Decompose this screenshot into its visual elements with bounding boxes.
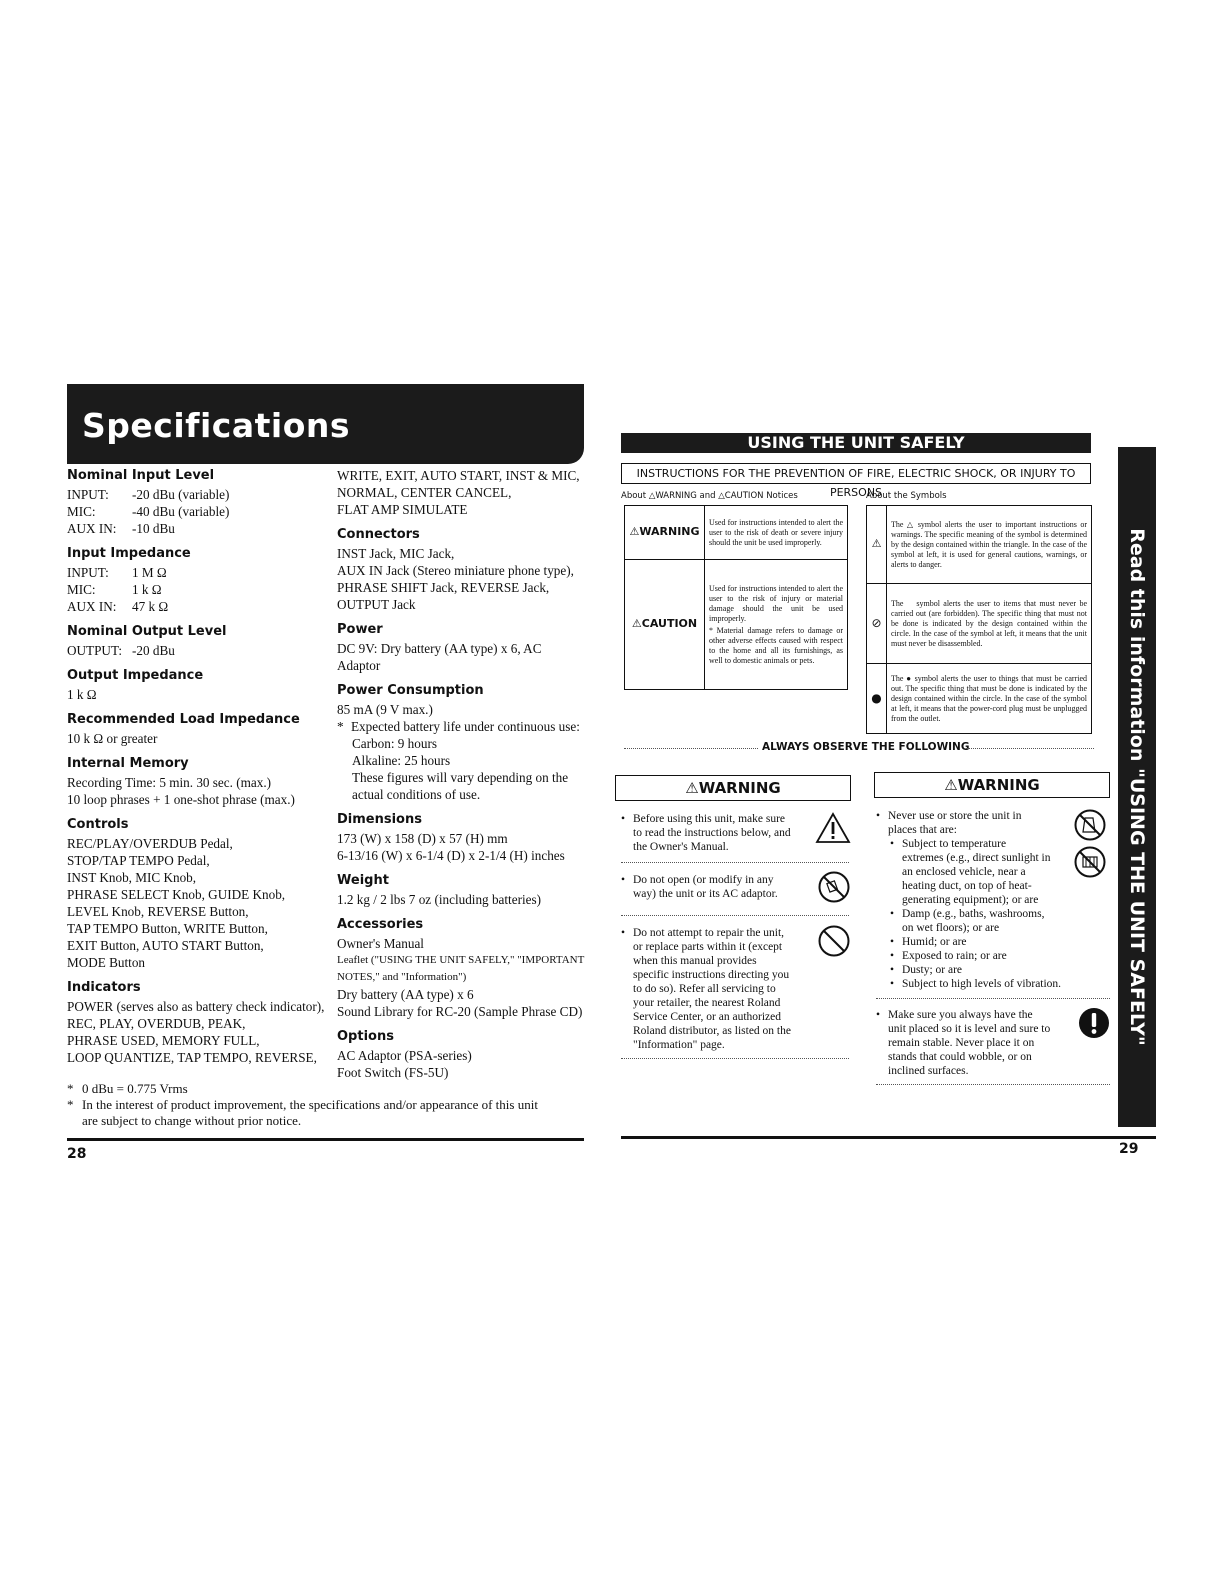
warning-line: generating equipment); or are [902,894,1039,906]
sub-item-humid: • Humid; or are [890,936,967,948]
spec-line: actual conditions of use. [352,787,481,802]
spec-line: INST Jack, MIC Jack, [337,546,455,561]
spec-line: Alkaline: 25 hours [352,753,451,768]
prohibit-symbol-description: The ⃠ symbol alerts the user to items that must never be carried out (are forbidden). The specific thing that must not be done is indicated by the design contained within the circle. In the case of the symbol at left, it means that the unit must never be disassembled. [887,584,1092,664]
left-warning-title [615,775,851,801]
divider [621,1058,849,1059]
no-water-icon [1073,808,1107,842]
footnote: 0 dBu = 0.775 Vrms [82,1081,188,1096]
warning-line: to do so). Refer all servicing to [633,983,776,995]
spec-line: TAP TEMPO Button, WRITE Button, [67,921,268,936]
warning-item-do-not-repair: • Do not attempt to repair the unit, or replace parts within it (except when this manual provides specific instructions directing you to do so). Refer all servicing to your retailer, the nearest Roland Service Center, or an authorized Roland distributor, as listed on the "Information" page. [621,926,821,1052]
heading-input-impedance: Input Impedance [67,546,191,561]
warning-line: specific instructions directing you [633,969,790,981]
warning-line: stands that could wobble, or on [888,1051,1032,1063]
unplug-icon: ● [871,690,882,705]
warning-item-storage-places: • Never use or store the unit in places that are: • Subject to temperature extremes (e.g., direct sunlight in an enclosed vehicle, near a heating duct, on top of heat- generating equipment); or are • Damp (e.g., baths, washrooms, on wet floors); or are • Humid; or are • Exposed to rain; or are • Dusty; or are • Subject to high levels of vibration. [876,809,1076,991]
right-warning-title [874,772,1110,798]
spec-key: INPUT: [67,487,109,502]
heading-weight: Weight [337,873,389,888]
warning-line: Roland distributor, as listed on the [633,1025,791,1037]
heading-power: Power [337,622,383,637]
warning-line: Do not attempt to repair the unit, [633,927,785,939]
page-number-left: 28 [67,1146,87,1162]
sub-item-temperature: • Subject to temperature extremes (e.g., direct sunlight in an enclosed vehicle, near a heating duct, on top of heat- generating equipment); or are [876,837,1076,907]
spec-line: AUX IN Jack (Stereo miniature phone type), [337,563,574,578]
divider [966,748,1094,749]
warning-line: Subject to high levels of vibration. [902,978,1062,990]
spec-value: -10 dBu [132,521,175,536]
spec-key: OUTPUT: [67,643,123,658]
spec-line: Leaflet ("USING THE UNIT SAFELY," "IMPORTANT [337,954,585,966]
footnote: In the interest of product improvement, the specifications and/or appearance of this unit [82,1097,538,1112]
spec-line: Dry battery (AA type) x 6 [337,987,474,1002]
no-heat-icon [1073,845,1107,879]
warning-line: the Owner's Manual. [633,841,729,853]
warning-line: your retailer, the nearest Roland [633,997,781,1009]
spec-value: 1 k Ω [132,582,162,597]
spec-value: -40 dBu (variable) [132,504,230,519]
heading-internal-memory: Internal Memory [67,756,189,771]
caution-triangle-icon [815,812,851,844]
warning-line: Exposed to rain; or are [902,950,1007,962]
heading-accessories: Accessories [337,917,424,932]
spec-line: EXIT Button, AUTO START Button, [67,938,264,953]
mandatory-symbol-cell [867,664,887,734]
warning-triangle-icon: ⚠ [629,525,640,538]
spec-key: MIC: [67,504,96,519]
warning-line: Dusty; or are [902,964,963,976]
warning-item-read-manual: • Before using this unit, make sure to read the instructions below, and the Owner's Manual. [621,812,811,854]
mandatory-exclamation-icon [1078,1007,1110,1039]
spec-value: -20 dBu [132,643,175,658]
heading-indicators: Indicators [67,980,141,995]
warning-title-text: WARNING [698,779,781,797]
spec-line: NOTES," and "Information") [337,971,467,983]
spec-line: LOOP QUANTIZE, TAP TEMPO, REVERSE, [67,1050,317,1065]
side-tab-text: Read this information "USING THE UNIT SAFELY" [1126,528,1148,1046]
spec-key: AUX IN: [67,521,117,536]
heading-connectors: Connectors [337,527,420,542]
triangle-symbol-description: The △ symbol alerts the user to important instructions or warnings. The specific meaning of the symbol is determined by the design contained within the triangle. In the case of the symbol at left, it is used for general cautions, warnings, or alerts to danger. [887,506,1092,584]
warning-line: "Information" page. [633,1039,725,1051]
spec-line: 173 (W) x 158 (D) x 57 (H) mm [337,831,508,846]
prohibited-icon: ⊘ [871,615,882,630]
heading-output-impedance: Output Impedance [67,668,204,683]
warning-description: Used for instructions intended to alert the user to the risk of death or severe injury should the unit be used improperly. [705,506,848,560]
spec-line: MODE Button [67,955,146,970]
spec-line: Foot Switch (FS-5U) [337,1065,449,1080]
warning-line: Subject to temperature [902,838,1007,850]
caution-label-cell [625,560,705,690]
warning-line: inclined surfaces. [888,1065,969,1077]
footnotes: * 0 dBu = 0.775 Vrms * In the interest of product improvement, the specifications and/or appearance of this unit are subject to change without prior notice. [67,1081,587,1129]
spec-line: INST Knob, MIC Knob, [67,870,197,885]
sub-item-dusty: • Dusty; or are [890,964,963,976]
battery-note: Expected battery life under continuous use: [351,719,580,734]
warning-line: extremes (e.g., direct sunlight in [902,852,1051,864]
symbols-table [866,505,1092,734]
warning-label-cell [625,506,705,560]
warning-label: WARNING [639,525,700,538]
spec-line: REC/PLAY/OVERDUB Pedal, [67,836,233,851]
do-not-disassemble-icon [817,870,851,904]
warning-title-text: WARNING [957,776,1040,794]
specs-column-1 [67,467,327,1066]
heading-recommended-load: Recommended Load Impedance [67,712,300,727]
warning-line: an enclosed vehicle, near a [902,866,1026,878]
heading-nominal-output-level: Nominal Output Level [67,624,227,639]
warning-line: heating duct, on top of heat- [902,880,1032,892]
spec-line: PHRASE SHIFT Jack, REVERSE Jack, [337,580,550,595]
prohibit-symbol-cell [867,584,887,664]
divider [621,915,849,916]
spec-value: 1 M Ω [132,565,167,580]
spec-line: DC 9V: Dry battery (AA type) x 6, AC Adaptor [337,641,542,673]
warning-line: when this manual provides [633,955,757,967]
spec-line: POWER (serves also as battery check indicator), [67,999,325,1014]
spec-line: 6-13/16 (W) x 6-1/4 (D) x 2-1/4 (H) inches [337,848,565,863]
warning-line: Make sure you always have the [888,1009,1033,1021]
heading-nominal-input-level: Nominal Input Level [67,468,215,483]
divider [624,748,758,749]
spec-line: 1.2 kg / 2 lbs 7 oz (including batteries) [337,892,542,907]
divider [876,1084,1110,1085]
caution-note: * Material damage refers to damage or other adverse effects caused with respect to the home and all its furnishings, as well to domestic animals or pets. [709,625,843,665]
spec-value: 85 mA (9 V max.) [337,702,433,717]
warning-item-stable-placement: • Make sure you always have the unit placed so it is level and sure to remain stable. Never place it on stands that could wobble, or on inclined surfaces. [876,1008,1076,1078]
instructions-heading: INSTRUCTIONS FOR THE PREVENTION OF FIRE, ELECTRIC SHOCK, OR INJURY TO PERSONS [621,463,1091,484]
warning-line: on wet floors); or are [902,922,1000,934]
warning-line: way) the unit or its AC adaptor. [633,888,778,900]
sub-item-vibration: • Subject to high levels of vibration. [890,978,1062,990]
spec-value: -20 dBu (variable) [132,487,230,502]
about-notices-heading: About △WARNING and △CAUTION Notices [621,491,798,501]
warning-line: Humid; or are [902,936,967,948]
spec-line: Owner's Manual [337,936,424,951]
heading-options: Options [337,1029,394,1044]
warning-line: or replace parts within it (except [633,941,783,953]
bottom-rule-left [67,1138,584,1141]
spec-value: 10 k Ω or greater [67,731,158,746]
warning-line: to read the instructions below, and [633,827,791,839]
spec-line: REC, PLAY, OVERDUB, PEAK, [67,1016,246,1031]
warning-triangle-icon: ⚠ [685,779,699,797]
triangle-symbol-cell [867,506,887,584]
warning-line: unit placed so it is level and sure to [888,1023,1051,1035]
heading-controls: Controls [67,817,129,832]
notices-table [624,505,848,690]
spec-line: AC Adaptor (PSA-series) [337,1048,472,1063]
spec-line: Sound Library for RC-20 (Sample Phrase CD) [337,1004,583,1019]
page-number-right: 29 [1119,1141,1139,1157]
warning-line: Damp (e.g., baths, washrooms, [902,908,1045,920]
divider [876,998,1110,999]
warning-line: Never use or store the unit in [888,810,1022,822]
spec-line: Recording Time: 5 min. 30 sec. (max.) [67,775,272,790]
caution-description-cell [705,560,848,690]
spec-line: NORMAL, CENTER CANCEL, [337,485,512,500]
alert-triangle-icon: ⚠ [871,537,882,550]
spec-line: FLAT AMP SIMULATE [337,502,468,517]
spec-line: WRITE, EXIT, AUTO START, INST & MIC, [337,468,580,483]
warning-line: places that are: [888,824,957,836]
divider [621,862,849,863]
spec-line: PHRASE USED, MEMORY FULL, [67,1033,260,1048]
spec-line: OUTPUT Jack [337,597,416,612]
always-observe-heading: ALWAYS OBSERVE THE FOLLOWING [762,741,970,753]
heading-dimensions: Dimensions [337,812,422,827]
warning-line: Service Center, or an authorized [633,1011,782,1023]
spec-value: 47 k Ω [132,599,169,614]
mandatory-symbol-description: The ● symbol alerts the user to things that must be carried out. The specific thing that must be done is indicated by the design contained within the circle. In the case of the symbol at left, it means that the power-cord plug must be unplugged from the outlet. [887,664,1092,734]
spec-value: 1 k Ω [67,687,97,702]
footnote: are subject to change without prior notice. [82,1113,302,1128]
spec-line: 10 loop phrases + 1 one-shot phrase (max.) [67,792,295,807]
spec-key: AUX IN: [67,599,117,614]
spec-line: LEVEL Knob, REVERSE Button, [67,904,249,919]
sub-item-rain: • Exposed to rain; or are [890,950,1007,962]
warning-item-do-not-open: • Do not open (or modify in any way) the unit or its AC adaptor. [621,873,811,901]
about-symbols-heading: About the Symbols [866,491,947,501]
specs-column-2: WRITE, EXIT, AUTO START, INST & MIC, NORMAL, CENTER CANCEL, FLAT AMP SIMULATE Connectors INST Jack, MIC Jack, AUX IN Jack (Stereo miniature phone type), PHRASE SHIFT Jack, REVERSE Jack, OUTPUT Jack Power DC 9V: Dry battery (AA type) x 6, AC Adaptor Power Consumption 85 mA (9 V max.) * Expected battery life under continuous use: Carbon: 9 hours Alkaline: 25 hours These figures will vary depending on the actual conditions of use. Dimensions 173 (W) x 158 (D) x 57 (H) mm 6-13/16 (W) x 6-1/4 (D) x 2-1/4 (H) inches Weight 1.2 kg / 2 lbs 7 oz (including batteries) Accessories Owner's Manual Leaflet ("USING THE UNIT SAFELY," "IMPORTANT NOTES," and "Information") Dry battery (AA type) x 6 Sound Library for RC-20 (Sample Phrase CD) Options AC Adaptor (PSA-series) Foot Switch (FS-5U) [337,467,587,1081]
caution-label: CAUTION [641,617,698,630]
spec-key: MIC: [67,582,96,597]
bottom-rule-right [621,1136,1156,1139]
spec-key: INPUT: [67,565,109,580]
warning-line: Before using this unit, make sure [633,813,786,825]
prohibited-icon [817,924,851,958]
spec-line: PHRASE SELECT Knob, GUIDE Knob, [67,887,286,902]
safety-banner: USING THE UNIT SAFELY [621,433,1091,453]
heading-power-consumption: Power Consumption [337,683,484,698]
warning-triangle-icon: ⚠ [944,776,958,794]
warning-line: Do not open (or modify in any [633,874,774,886]
sub-item-damp: • Damp (e.g., baths, washrooms, on wet floors); or are [876,907,1076,935]
spec-line: STOP/TAP TEMPO Pedal, [67,853,210,868]
warning-line: remain stable. Never place it on [888,1037,1035,1049]
caution-description: Used for instructions intended to alert the user to the risk of injury or material damage should the unit be used improperly. [709,583,843,623]
spec-line: These figures will vary depending on the [352,770,569,785]
page-title: Specifications [82,406,351,445]
caution-triangle-icon: ⚠ [631,617,642,630]
spec-line: Carbon: 9 hours [352,736,437,751]
